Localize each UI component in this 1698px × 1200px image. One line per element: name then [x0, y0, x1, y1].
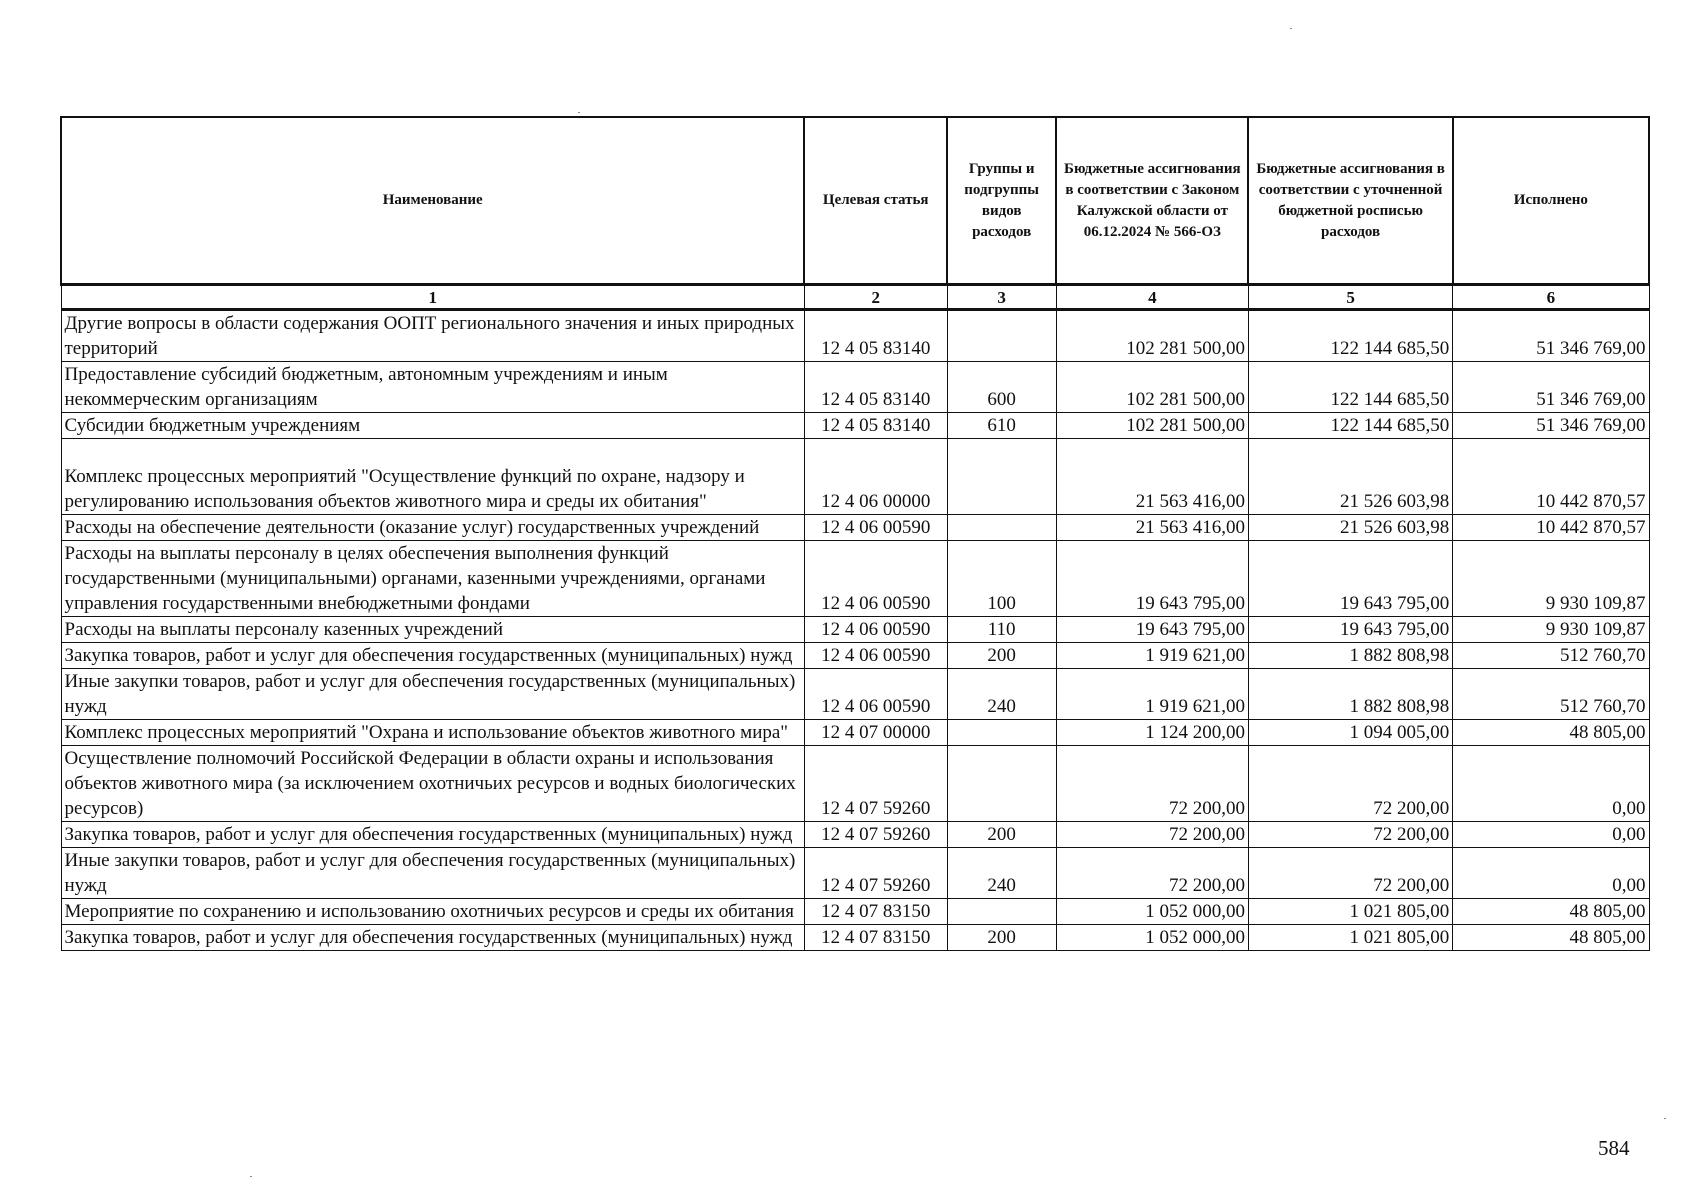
row-revised-amount-cell: 19 643 795,00	[1248, 541, 1452, 617]
row-name-cell: Мероприятие по сохранению и использованию охотничьих ресурсов и среды их обитания	[61, 899, 804, 925]
row-law-amount-cell: 1 919 621,00	[1056, 643, 1248, 669]
row-name-cell: Закупка товаров, работ и услуг для обеспечения государственных (муниципальных) нужд	[61, 925, 804, 951]
table-body	[61, 310, 1649, 951]
row-target-article-cell: 12 4 06 00000	[804, 439, 947, 515]
row-target-article-cell: 12 4 06 00590	[804, 617, 947, 643]
row-revised-amount-cell: 1 021 805,00	[1248, 899, 1452, 925]
row-law-amount-cell: 1 052 000,00	[1056, 925, 1248, 951]
row-target-article-cell: 12 4 05 83140	[804, 362, 947, 413]
row-expense-group-cell: 610	[947, 413, 1056, 439]
table-row	[61, 746, 1649, 822]
row-law-amount-cell: 72 200,00	[1056, 746, 1248, 822]
row-target-article-cell: 12 4 05 83140	[804, 310, 947, 362]
row-executed-amount-cell: 48 805,00	[1453, 899, 1649, 925]
row-law-amount-cell: 72 200,00	[1056, 848, 1248, 899]
row-revised-amount-cell: 1 882 808,98	[1248, 643, 1452, 669]
row-executed-amount-cell: 0,00	[1453, 746, 1649, 822]
row-law-amount-cell: 102 281 500,00	[1056, 413, 1248, 439]
column-number: 6	[1453, 285, 1649, 310]
row-expense-group-cell: 240	[947, 669, 1056, 720]
row-expense-group-cell	[947, 515, 1056, 541]
table-row	[61, 541, 1649, 617]
row-expense-group-cell: 110	[947, 617, 1056, 643]
table-row	[61, 925, 1649, 951]
header-expense-groups: Группы и подгруппы видов расходов	[947, 117, 1056, 285]
row-revised-amount-cell: 1 021 805,00	[1248, 925, 1452, 951]
row-executed-amount-cell: 51 346 769,00	[1453, 310, 1649, 362]
row-target-article-cell: 12 4 07 59260	[804, 822, 947, 848]
table-row	[61, 643, 1649, 669]
row-name-cell: Предоставление субсидий бюджетным, автономным учреждениям и иным некоммерческим организациям	[61, 362, 804, 413]
row-name-cell: Расходы на выплаты персоналу казенных учреждений	[61, 617, 804, 643]
row-name-cell: Расходы на обеспечение деятельности (оказание услуг) государственных учреждений	[61, 515, 804, 541]
row-law-amount-cell: 102 281 500,00	[1056, 362, 1248, 413]
row-name-cell: Комплекс процессных мероприятий "Охрана и использование объектов животного мира"	[61, 720, 804, 746]
row-revised-amount-cell: 122 144 685,50	[1248, 362, 1452, 413]
table-row	[61, 669, 1649, 720]
row-target-article-cell: 12 4 06 00590	[804, 541, 947, 617]
column-number: 3	[947, 285, 1056, 310]
row-target-article-cell: 12 4 07 59260	[804, 848, 947, 899]
row-executed-amount-cell: 51 346 769,00	[1453, 413, 1649, 439]
column-number: 4	[1056, 285, 1248, 310]
row-law-amount-cell: 102 281 500,00	[1056, 310, 1248, 362]
table-row	[61, 439, 1649, 515]
row-name-cell: Иные закупки товаров, работ и услуг для обеспечения государственных (муниципальных) нужд	[61, 669, 804, 720]
row-target-article-cell: 12 4 06 00590	[804, 515, 947, 541]
table-row	[61, 362, 1649, 413]
row-expense-group-cell	[947, 310, 1056, 362]
row-law-amount-cell: 72 200,00	[1056, 822, 1248, 848]
table-row	[61, 617, 1649, 643]
row-law-amount-cell: 1 124 200,00	[1056, 720, 1248, 746]
scan-speck	[250, 1176, 252, 1177]
row-law-amount-cell: 21 563 416,00	[1056, 439, 1248, 515]
row-target-article-cell: 12 4 07 00000	[804, 720, 947, 746]
row-revised-amount-cell: 122 144 685,50	[1248, 413, 1452, 439]
row-law-amount-cell: 19 643 795,00	[1056, 541, 1248, 617]
table-row	[61, 515, 1649, 541]
budget-table	[60, 116, 1650, 951]
row-revised-amount-cell: 21 526 603,98	[1248, 439, 1452, 515]
row-law-amount-cell: 1 919 621,00	[1056, 669, 1248, 720]
row-revised-amount-cell: 122 144 685,50	[1248, 310, 1452, 362]
row-target-article-cell: 12 4 06 00590	[804, 669, 947, 720]
row-revised-amount-cell: 72 200,00	[1248, 848, 1452, 899]
table-row	[61, 413, 1649, 439]
header-row	[61, 117, 1649, 285]
row-target-article-cell: 12 4 06 00590	[804, 643, 947, 669]
row-expense-group-cell: 200	[947, 822, 1056, 848]
row-executed-amount-cell: 48 805,00	[1453, 720, 1649, 746]
row-name-cell: Субсидии бюджетным учреждениям	[61, 413, 804, 439]
row-executed-amount-cell: 48 805,00	[1453, 925, 1649, 951]
row-target-article-cell: 12 4 07 83150	[804, 925, 947, 951]
row-expense-group-cell	[947, 720, 1056, 746]
table-row	[61, 899, 1649, 925]
row-name-cell: Иные закупки товаров, работ и услуг для обеспечения государственных (муниципальных) нужд	[61, 848, 804, 899]
column-number: 5	[1248, 285, 1452, 310]
header-target-article: Целевая статья	[804, 117, 947, 285]
row-expense-group-cell: 600	[947, 362, 1056, 413]
page-number: 584	[1598, 1136, 1630, 1160]
row-revised-amount-cell: 21 526 603,98	[1248, 515, 1452, 541]
column-number: 2	[804, 285, 947, 310]
row-revised-amount-cell: 1 882 808,98	[1248, 669, 1452, 720]
row-law-amount-cell: 21 563 416,00	[1056, 515, 1248, 541]
row-executed-amount-cell: 9 930 109,87	[1453, 617, 1649, 643]
row-name-cell: Другие вопросы в области содержания ООПТ регионального значения и иных природных территорий	[61, 310, 804, 362]
row-executed-amount-cell: 0,00	[1453, 822, 1649, 848]
table-row	[61, 310, 1649, 362]
row-executed-amount-cell: 51 346 769,00	[1453, 362, 1649, 413]
row-name-cell: Закупка товаров, работ и услуг для обеспечения государственных (муниципальных) нужд	[61, 822, 804, 848]
row-executed-amount-cell: 0,00	[1453, 848, 1649, 899]
row-revised-amount-cell: 72 200,00	[1248, 822, 1452, 848]
scan-speck	[1664, 1118, 1666, 1119]
scan-speck	[1290, 28, 1292, 29]
column-number-row	[61, 285, 1649, 310]
table-row	[61, 720, 1649, 746]
header-revised-appropriations: Бюджетные ассигнования в соответствии с уточненной бюджетной росписью расходов	[1248, 117, 1452, 285]
row-target-article-cell: 12 4 07 83150	[804, 899, 947, 925]
row-target-article-cell: 12 4 05 83140	[804, 413, 947, 439]
header-name: Наименование	[61, 117, 804, 285]
row-expense-group-cell: 100	[947, 541, 1056, 617]
row-target-article-cell: 12 4 07 59260	[804, 746, 947, 822]
row-name-cell: Осуществление полномочий Российской Федерации в области охраны и использования объектов животного мира (за исключением охотничьих ресурсов и водных биологических ресурсов)	[61, 746, 804, 822]
row-expense-group-cell: 240	[947, 848, 1056, 899]
row-name-cell: Закупка товаров, работ и услуг для обеспечения государственных (муниципальных) нужд	[61, 643, 804, 669]
row-expense-group-cell	[947, 899, 1056, 925]
table-row	[61, 848, 1649, 899]
row-revised-amount-cell: 1 094 005,00	[1248, 720, 1452, 746]
scan-speck	[578, 112, 580, 113]
row-executed-amount-cell: 512 760,70	[1453, 643, 1649, 669]
row-executed-amount-cell: 512 760,70	[1453, 669, 1649, 720]
row-law-amount-cell: 19 643 795,00	[1056, 617, 1248, 643]
row-name-cell: Расходы на выплаты персоналу в целях обеспечения выполнения функций государственными (муниципальными) органами, казенными учреждениями, органами управления государственными внебюджетными фондами	[61, 541, 804, 617]
row-executed-amount-cell: 9 930 109,87	[1453, 541, 1649, 617]
row-expense-group-cell: 200	[947, 925, 1056, 951]
row-executed-amount-cell: 10 442 870,57	[1453, 439, 1649, 515]
row-expense-group-cell	[947, 439, 1056, 515]
row-expense-group-cell	[947, 746, 1056, 822]
row-expense-group-cell: 200	[947, 643, 1056, 669]
row-executed-amount-cell: 10 442 870,57	[1453, 515, 1649, 541]
header-law-appropriations: Бюджетные ассигнования в соответствии с Законом Калужской области от 06.12.2024 № 566-ОЗ	[1056, 117, 1248, 285]
row-revised-amount-cell: 19 643 795,00	[1248, 617, 1452, 643]
table-row	[61, 822, 1649, 848]
row-revised-amount-cell: 72 200,00	[1248, 746, 1452, 822]
row-name-cell: Комплекс процессных мероприятий "Осуществление функций по охране, надзору и регулированию использования объектов животного мира и среды их обитания"	[61, 439, 804, 515]
header-executed: Исполнено	[1453, 117, 1649, 285]
column-number: 1	[61, 285, 804, 310]
row-law-amount-cell: 1 052 000,00	[1056, 899, 1248, 925]
